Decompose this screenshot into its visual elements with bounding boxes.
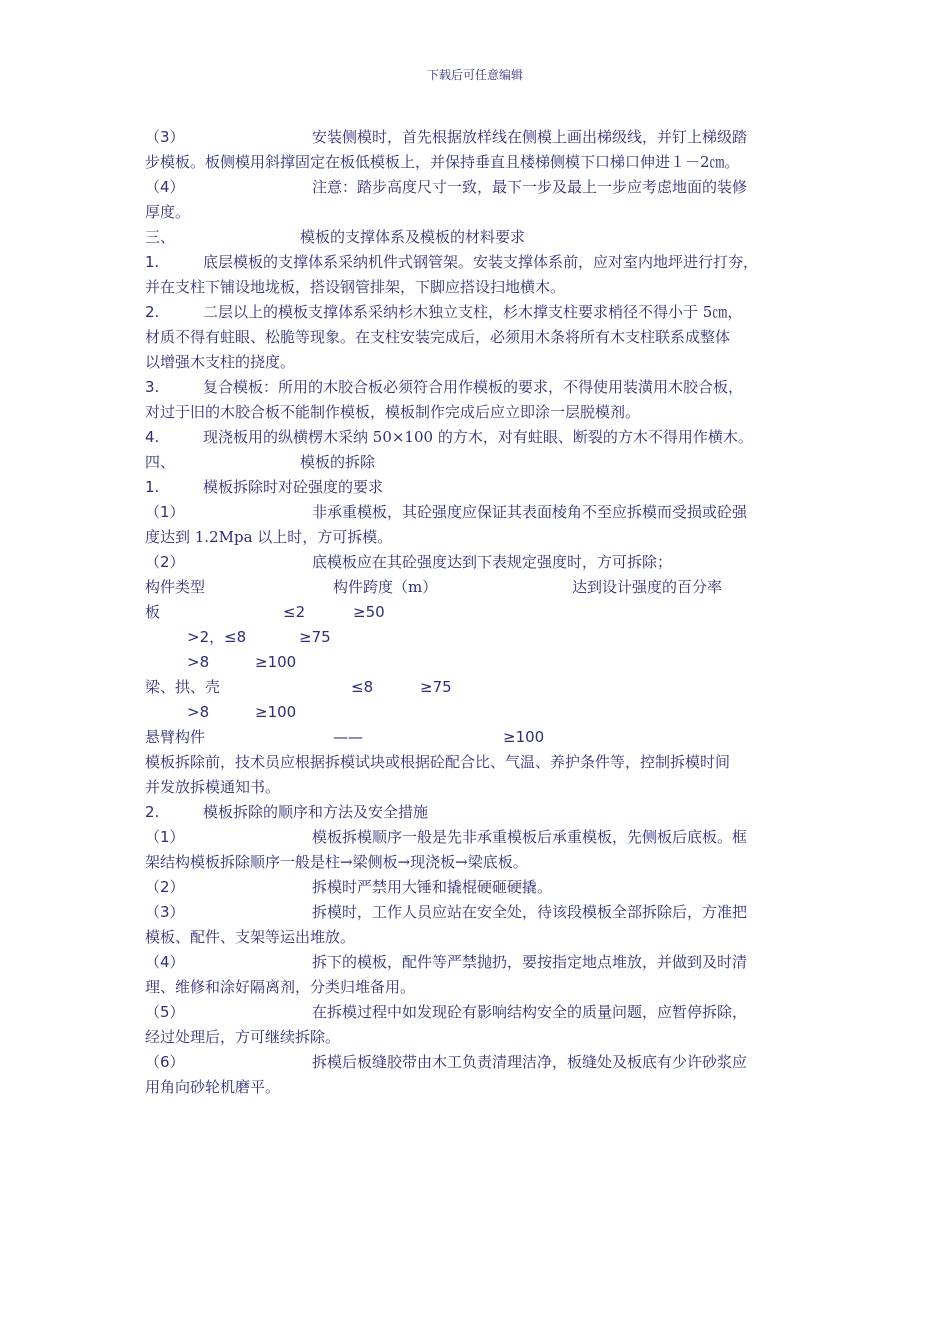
item-number: 3.: [145, 378, 160, 396]
section-heading: [145, 450, 825, 475]
table-cell-span: >2，≤8: [187, 628, 247, 646]
paragraph-line: [145, 300, 825, 325]
table-cell-type: 悬臂构件: [145, 728, 206, 746]
table-cell-span: ——: [333, 728, 363, 746]
paragraph-line: [145, 1000, 825, 1025]
table-header-row: [145, 575, 825, 600]
item-number: （4）: [145, 178, 185, 196]
paragraph-line: [145, 425, 825, 450]
table-cell-pct: ≥50: [353, 603, 385, 621]
table-row: [145, 625, 825, 650]
table-cell-type: 梁、拱、壳: [145, 678, 221, 696]
item-number: （2）: [145, 878, 185, 896]
item-text: 底模板应在其砼强度达到下表规定强度时，方可拆除；: [312, 553, 673, 571]
paragraph-line: 度达到 1.2Mpa 以上时，方可拆模。: [145, 528, 393, 546]
subsection-title: 模板拆除时对砼强度的要求: [203, 478, 384, 496]
paragraph-line: 理、维修和涂好隔离剂，分类归堆备用。: [145, 978, 416, 996]
subsection-heading: [145, 800, 825, 825]
paragraph-line: [145, 175, 825, 200]
paragraph-line: 厚度。: [145, 203, 191, 221]
paragraph-line: 架结构模板拆除顺序一般是柱→梁侧板→现浇板→梁底板。: [145, 853, 528, 871]
item-number: （3）: [145, 903, 185, 921]
subsection-title: 模板拆除的顺序和方法及安全措施: [203, 803, 429, 821]
table-cell-pct: ≥75: [420, 678, 452, 696]
paragraph-line: [145, 825, 825, 850]
paragraph-line: [145, 250, 825, 275]
section-number: 三、: [145, 228, 176, 246]
table-row: [145, 700, 825, 725]
item-number: （1）: [145, 503, 185, 521]
paragraph-line: [145, 875, 825, 900]
paragraph-line: 模板、配件、支架等运出堆放。: [145, 928, 356, 946]
paragraph-line: [145, 1050, 825, 1075]
item-number: （1）: [145, 828, 185, 846]
subsection-number: 2.: [145, 803, 160, 821]
document-body: [145, 125, 825, 1100]
item-number: （2）: [145, 553, 185, 571]
item-text: 底层模板的支撑体系采纳机件式钢管架。安装支撑体系前，应对室内地坪进行打夯，: [203, 253, 759, 271]
table-cell-pct: ≥75: [299, 628, 331, 646]
item-text: 复合模板：所用的木胶合板必须符合用作模板的要求，不得使用装潢用木胶合板，: [203, 378, 744, 396]
table-row: [145, 725, 825, 750]
item-number: 2.: [145, 303, 160, 321]
paragraph-line: 并在支柱下铺设地垅板，搭设钢管排架，下脚应搭设扫地横木。: [145, 278, 566, 296]
paragraph-line: 模板拆除前，技术员应根据拆模试块或根据砼配合比、气温、养护条件等，控制拆模时间: [145, 753, 731, 771]
table-cell-span: >8: [187, 653, 210, 671]
table-header-cell: 构件类型: [145, 578, 206, 596]
item-text: 二层以上的模板支撑体系采纳杉木独立支柱，杉木撑支柱要求梢径不得小于 5㎝，: [203, 303, 743, 321]
section-title: 模板的拆除: [300, 453, 376, 471]
table-cell-span: >8: [187, 703, 210, 721]
section-heading: [145, 225, 825, 250]
subsection-heading: [145, 475, 825, 500]
paragraph-line: [145, 500, 825, 525]
item-number: 1.: [145, 253, 160, 271]
page-header: 下载后可任意编辑: [426, 68, 523, 82]
item-text: 安装侧模时，首先根据放样线在侧模上画出梯级线，并钉上梯级踏: [312, 128, 748, 146]
table-row: [145, 650, 825, 675]
item-text: 非承重模板，其砼强度应保证其表面棱角不至应拆模而受损或砼强: [312, 503, 748, 521]
paragraph-line: 对过于旧的木胶合板不能制作模板，模板制作完成后应立即涂一层脱模剂。: [145, 403, 641, 421]
paragraph-line: 步模板。板侧模用斜撑固定在板低模板上，并保持垂直且楼梯侧模下口梯口伸进１－2㎝。: [145, 153, 740, 171]
table-header-cell: 构件跨度（m）: [333, 578, 438, 596]
item-text: 在拆模过程中如发现砼有影响结构安全的质量问题，应暂停拆除，: [312, 1003, 748, 1021]
item-number: （4）: [145, 953, 185, 971]
subsection-number: 1.: [145, 478, 160, 496]
item-text: 现浇板用的纵横楞木采纳 50×100 的方木，对有蛀眼、断裂的方木不得用作横木。: [203, 428, 753, 446]
table-cell-span: ≤8: [351, 678, 374, 696]
paragraph-line: 用角向砂轮机磨平。: [145, 1078, 281, 1096]
paragraph-line: [145, 550, 825, 575]
paragraph-line: 并发放拆模通知书。: [145, 778, 281, 796]
item-text: 拆模时，工作人员应站在安全处，待该段模板全部拆除后，方准把: [312, 903, 748, 921]
item-number: 4.: [145, 428, 160, 446]
paragraph-line: 经过处理后，方可继续拆除。: [145, 1028, 341, 1046]
table-row: [145, 675, 825, 700]
paragraph-line: 以增强木支柱的挠度。: [145, 353, 296, 371]
table-header-cell: 达到设计强度的百分率: [572, 578, 723, 596]
table-cell-pct: ≥100: [503, 728, 545, 746]
item-number: （6）: [145, 1053, 185, 1071]
item-text: 拆模后板缝胶带由木工负责清理洁净，板缝处及板底有少许砂浆应: [312, 1053, 748, 1071]
item-number: （5）: [145, 1003, 185, 1021]
item-text: 模板拆模顺序一般是先非承重模板后承重模板，先侧板后底板。框: [312, 828, 748, 846]
paragraph-line: [145, 900, 825, 925]
table-cell-pct: ≥100: [255, 653, 297, 671]
item-text: 拆模时严禁用大锤和撬棍硬砸硬撬。: [312, 878, 553, 896]
paragraph-line: [145, 125, 825, 150]
table-cell-type: 板: [145, 603, 161, 621]
table-cell-span: ≤2: [283, 603, 306, 621]
section-title: 模板的支撑体系及模板的材料要求: [300, 228, 526, 246]
table-row: [145, 600, 825, 625]
item-text: 拆下的模板，配件等严禁抛扔，要按指定地点堆放，并做到及时清: [312, 953, 748, 971]
item-text: 注意：踏步高度尺寸一致，最下一步及最上一步应考虑地面的装修: [312, 178, 748, 196]
paragraph-line: [145, 375, 825, 400]
paragraph-line: 材质不得有蛀眼、松脆等现象。在支柱安装完成后，必须用木条将所有木支柱联系成整体: [145, 328, 731, 346]
item-number: （3）: [145, 128, 185, 146]
section-number: 四、: [145, 453, 176, 471]
table-cell-pct: ≥100: [255, 703, 297, 721]
paragraph-line: [145, 950, 825, 975]
